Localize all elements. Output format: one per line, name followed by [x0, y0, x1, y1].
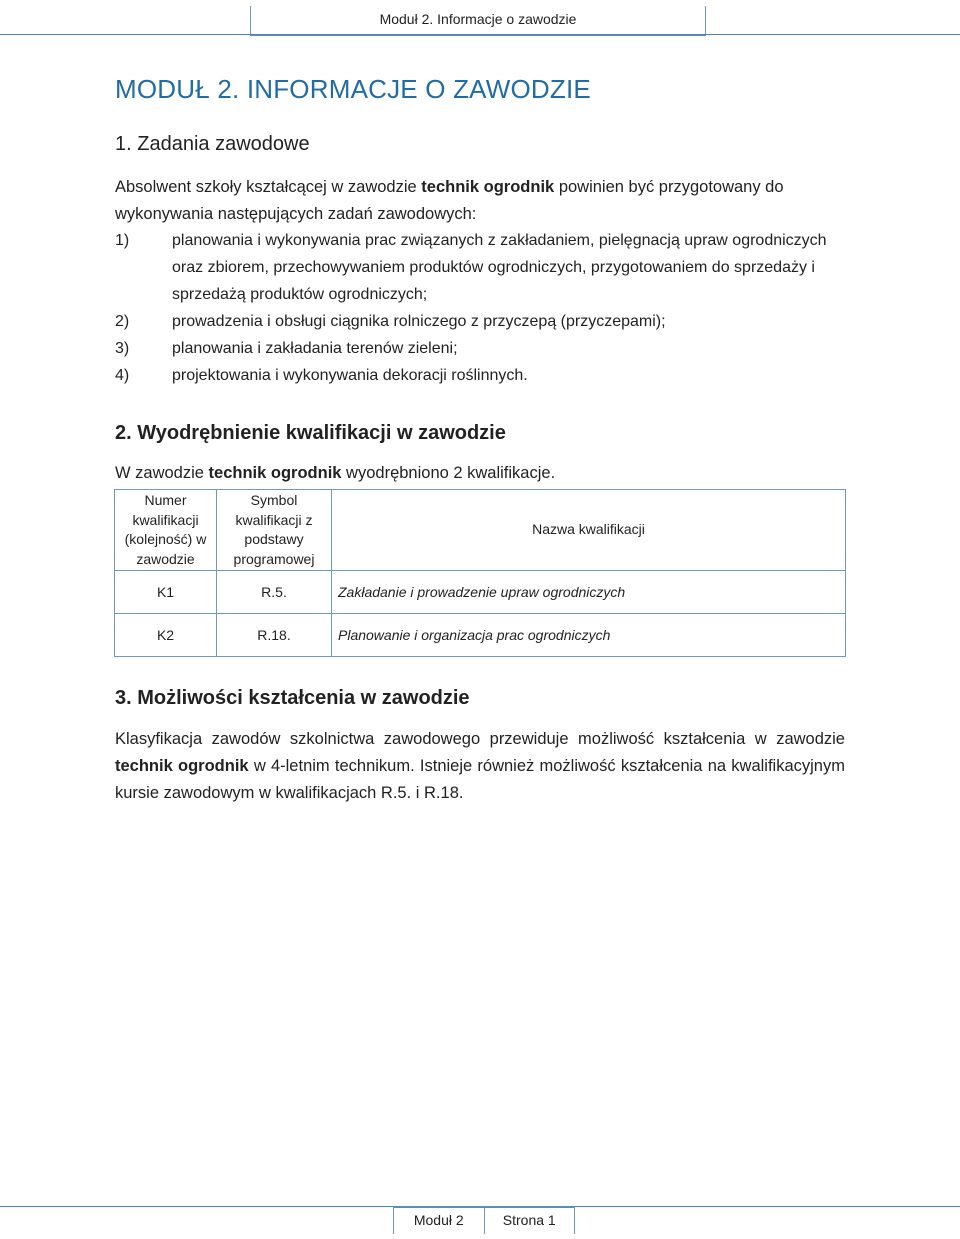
qualification-symbol: R.18.: [217, 614, 332, 657]
section1-intro: [115, 174, 845, 228]
body-text: w 4-letnim technikum. Istnieje również możliwość kształcenia na kwalifikacyjnym kursie zawodowym w kwalifikacjach R.5. i R.18.: [115, 757, 845, 802]
profession-name: technik ogrodnik: [421, 178, 555, 196]
header-title: Moduł 2. Informacje o zawodzie: [379, 11, 577, 27]
page-number: Strona 1: [484, 1208, 575, 1234]
page-footer: [393, 1206, 575, 1234]
qualification-number: K1: [115, 571, 217, 614]
list-item: [115, 362, 845, 389]
list-number: 1): [115, 232, 130, 249]
list-number: 3): [115, 340, 130, 357]
qualification-number: K2: [115, 614, 217, 657]
list-number: 4): [115, 367, 130, 384]
intro-text: W zawodzie: [115, 464, 209, 482]
qualification-name: Zakładanie i prowadzenie upraw ogrodniczych: [332, 571, 846, 614]
table-row: [115, 614, 846, 657]
section2-heading: 2. Wyodrębnienie kwalifikacji w zawodzie: [115, 422, 506, 444]
list-item: [115, 227, 845, 308]
qualification-name: Planowanie i organizacja prac ogrodniczych: [332, 614, 846, 657]
list-text: planowania i zakładania terenów zieleni;: [172, 340, 458, 357]
intro-text: powinien być przygotowany do wykonywania następujących zadań zawodowych:: [115, 178, 784, 223]
column-header-number: Numer kwalifikacji (kolejność) w zawodzie: [115, 490, 217, 571]
intro-text: wyodrębniono 2 kwalifikacje.: [341, 464, 556, 482]
column-header-symbol: Symbol kwalifikacji z podstawy programowej: [217, 490, 332, 571]
header-rule: [0, 34, 960, 35]
section3-text: [115, 726, 845, 807]
list-item: [115, 308, 845, 335]
section2-intro: [115, 460, 845, 487]
page-header: [250, 6, 706, 36]
table-header-row: [115, 490, 846, 571]
column-header-name: Nazwa kwalifikacji: [332, 490, 846, 571]
list-text: projektowania i wykonywania dekoracji roślinnych.: [172, 367, 528, 384]
table-row: [115, 571, 846, 614]
task-list: [115, 227, 845, 389]
section3-heading: 3. Możliwości kształcenia w zawodzie: [115, 687, 470, 709]
list-text: planowania i wykonywania prac związanych z zakładaniem, pielęgnacją upraw ogrodniczych oraz zbiorem, przechowywaniem produktów ogrodniczych, przygotowaniem do sprzedaży i sprzedażą produktów ogrodniczych;: [172, 232, 827, 303]
module-title: MODUŁ 2. INFORMACJE O ZAWODZIE: [115, 74, 591, 104]
profession-name: technik ogrodnik: [115, 757, 249, 775]
list-item: [115, 335, 845, 362]
list-text: prowadzenia i obsługi ciągnika rolniczego z przyczepą (przyczepami);: [172, 313, 666, 330]
footer-module: Moduł 2: [413, 1212, 464, 1228]
list-number: 2): [115, 313, 130, 330]
body-text: Klasyfikacja zawodów szkolnictwa zawodowego przewiduje możliwość kształcenia w zawodzie: [115, 730, 845, 748]
intro-text: Absolwent szkoły kształcącej w zawodzie: [115, 178, 422, 196]
section1-heading: 1. Zadania zawodowe: [115, 133, 310, 155]
qualifications-table: [114, 489, 846, 657]
qualification-symbol: R.5.: [217, 571, 332, 614]
profession-name: technik ogrodnik: [208, 464, 342, 482]
